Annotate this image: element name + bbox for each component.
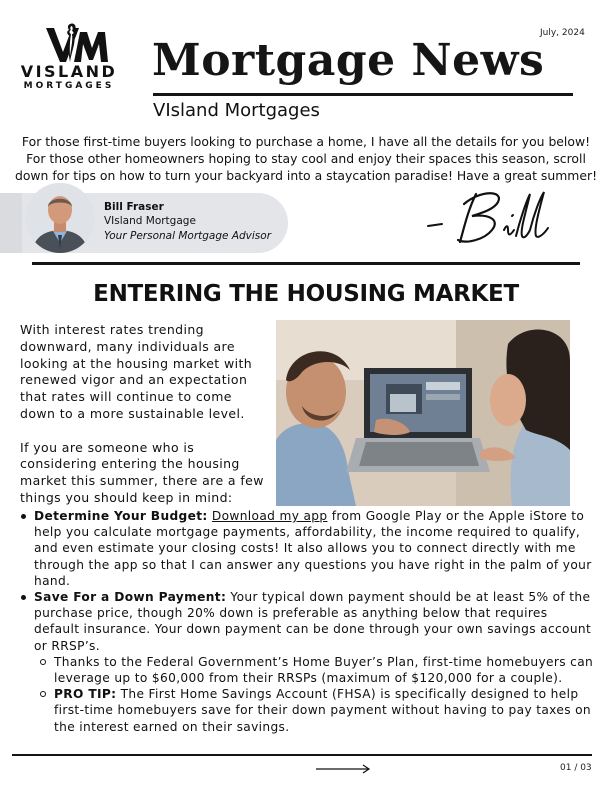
budget-text: from Google Play or the Apple iStore to help you calculate mortgage payments, affordability, the income required to qualify, and even estimate your closing costs! It also allows you to connect directly with me through the app so that I can answer any questions you have right in the palm of your hand. <box>34 509 592 588</box>
list-item <box>20 508 594 589</box>
download-app-link[interactable]: Download my app <box>211 509 328 523</box>
footer-divider <box>12 754 592 756</box>
bullet-ring-icon <box>40 691 46 697</box>
article-intro-text <box>20 322 270 524</box>
bullet-dot-icon <box>21 514 26 519</box>
bullet-dot-icon <box>21 595 26 600</box>
subitem-text: Thanks to the Federal Government’s Home Buyer’s Plan, first-time homebuyers can leverage up to $60,000 from their RRSPs (maximum of $120,000 for a couple). <box>54 654 594 686</box>
tips-list <box>20 508 594 735</box>
issue-date: July, 2024 <box>540 28 585 38</box>
bullet-ring-icon <box>40 659 46 665</box>
logo-subtext: MORTGAGES <box>23 81 115 91</box>
masthead-divider <box>153 93 573 96</box>
advisor-name: Bill Fraser <box>104 201 164 213</box>
budget-label: Determine Your Budget: <box>34 509 208 523</box>
couple-with-laptop-photo <box>276 320 570 506</box>
newsletter-subtitle: VIsland Mortgages <box>153 100 320 121</box>
list-subitem <box>20 654 594 686</box>
list-subitem <box>20 686 594 735</box>
pro-tip-text: The First Home Savings Account (FHSA) is specifically designed to help first-time homebuyers save for their down payment without having to pay taxes on the interest earned on their savings. <box>54 687 592 734</box>
advisor-title: Your Personal Mortgage Advisor <box>104 230 272 242</box>
advisor-company: VIsland Mortgage <box>104 215 196 227</box>
page-number: 01 / 03 <box>560 763 592 773</box>
pro-tip-label: PRO TIP: <box>54 687 117 702</box>
signature-icon <box>420 184 560 254</box>
list-item <box>20 589 594 654</box>
save-text: Your typical down payment should be at least 5% of the purchase price, though 20% down is preferable as anything below that requires default insurance. Your down payment can be done through your own savings account or RRSP’s. <box>34 590 592 653</box>
next-page-arrow-icon[interactable] <box>316 764 372 774</box>
section-divider <box>32 262 580 265</box>
newsletter-title: Mortgage News <box>152 35 545 86</box>
company-logo <box>14 18 124 98</box>
advisor-card-tab <box>0 193 24 253</box>
save-label: Save For a Down Payment: <box>34 590 227 605</box>
intro-paragraph: For those first-time buyers looking to purchase a home, I have all the details for you below! For those other homeowners hoping to stay cool and enjoy their spaces this season, scroll down for tips on how to turn your backyard into a staycation paradise! Have a great summer! <box>14 134 598 183</box>
article-paragraph-2: If you are someone who is considering entering the housing market this summer, there are a few things you should keep in mind: <box>20 439 264 505</box>
advisor-avatar <box>26 183 94 253</box>
section-heading: ENTERING THE HOUSING MARKET <box>93 281 519 307</box>
vm-logo-mark-icon <box>44 22 110 66</box>
advisor-photo-icon <box>26 183 94 253</box>
logo-name: VISLAND <box>20 62 118 81</box>
article-paragraph-1: With interest rates trending downward, many individuals are looking at the housing market with renewed vigor and an expectation that rates will continue to come down to a more sustainable level. <box>20 322 253 421</box>
